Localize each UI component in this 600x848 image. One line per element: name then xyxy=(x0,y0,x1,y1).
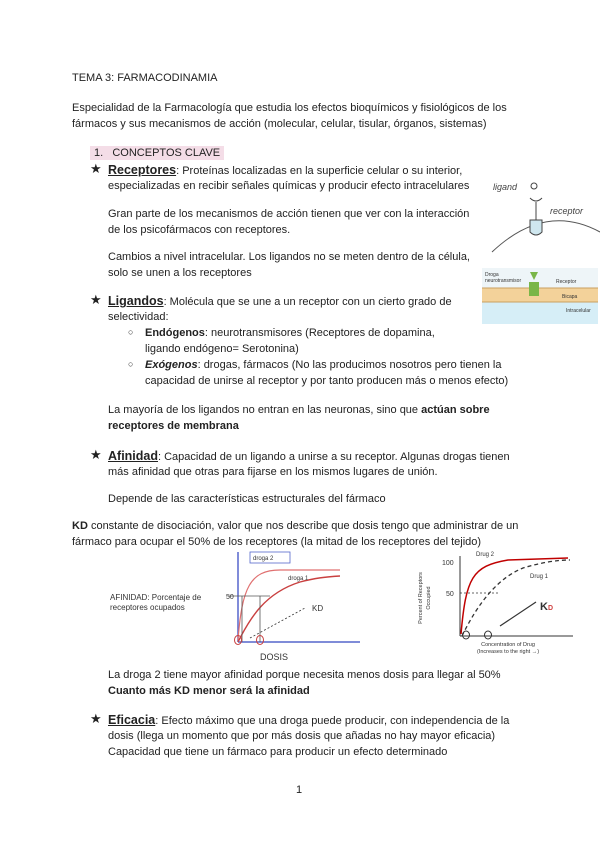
drug2-curve xyxy=(461,558,568,634)
drug1-label: Drug 1 xyxy=(530,574,549,580)
membrane-receptor-icon xyxy=(529,282,539,296)
intro-line-2: fármacos y sus mecanismos de acción (molecular, celular, tisular, órganos, sistemas) xyxy=(72,118,487,130)
endogenos-line-1: Endógenos: neurotransmisores (Receptores de dopamina, xyxy=(145,327,435,339)
exogenos-line-2: capacidad de unirse al receptor y por tanto producen más o menos efecto) xyxy=(145,375,509,387)
kd-line-1: KD constante de disociación, valor que nos describe que dosis tengo que administrar de un xyxy=(72,520,519,532)
receptores-def-2: especializadas en recibir señales químicas y producir efecto intracelulares xyxy=(108,180,470,192)
drug2-label: Drug 2 xyxy=(476,552,495,558)
kd-label: KD xyxy=(312,604,324,613)
star-bullet-icon: ★ xyxy=(90,161,102,176)
afinidad-def-2: más afinidad que otras para fijarse en los mismos lugares de unión. xyxy=(108,466,438,478)
y-axis-label-1: Percent of Receptors xyxy=(418,572,424,624)
section-number: 1. xyxy=(94,147,104,159)
ligandos-note-1: La mayoría de los ligandos no entran en las neuronas, sino que actúan sobre xyxy=(108,404,490,416)
ligandos-term: Ligandos xyxy=(108,294,164,308)
kd1-marker xyxy=(485,631,492,639)
kd-label: KD xyxy=(540,601,554,613)
page-number: 1 xyxy=(296,784,303,796)
eficacia-def-2: dosis (llega un momento que por más dosis que añadas no hay mayor eficacia) xyxy=(108,730,496,742)
droga1-curve xyxy=(238,576,340,642)
afinidad-label-1: AFINIDAD: Porcentaje de xyxy=(110,593,202,602)
droga2-label: droga 2 xyxy=(253,556,274,562)
conclusion-1: La droga 2 tiene mayor afinidad porque necesita menos dosis para llegar al 50% xyxy=(108,669,501,681)
kd2-marker xyxy=(463,631,470,639)
occupancy-chart-right xyxy=(408,548,578,663)
kd-arrow xyxy=(250,608,305,638)
receptor-icon xyxy=(530,220,542,235)
receptores-p1-1: Gran parte de los mecanismos de acción tienen que ver con la interacción xyxy=(108,208,470,220)
x-axis-label-1: Concentration of Drug xyxy=(481,642,535,648)
page-title: TEMA 3: FARMACODINAMIA xyxy=(72,72,218,84)
svg-text:Receptor: Receptor xyxy=(556,279,577,285)
ytick-50: 50 xyxy=(446,591,454,598)
y-axis-label-2: Occupied xyxy=(426,586,432,610)
x-axis-label: DOSIS xyxy=(260,652,289,662)
svg-text:Intracelular: Intracelular xyxy=(566,308,591,314)
afinidad-p: Depende de las características estructurales del fármaco xyxy=(108,493,386,505)
star-bullet-icon: ★ xyxy=(90,292,102,307)
afinidad-label-2: receptores ocupados xyxy=(110,603,185,612)
tick50-label: 50 xyxy=(226,594,234,601)
afinidad-def-1: Afinidad: Capacidad de un ligando a unirse a su receptor. Algunas drogas tienen xyxy=(108,449,510,463)
ytick-100: 100 xyxy=(442,560,454,567)
receptores-p2-2: solo se unen a los receptores xyxy=(108,267,252,279)
kd-arrow xyxy=(500,602,536,626)
eficacia-def-1: Eficacia: Efecto máximo que una droga puede producir, con independencia de la xyxy=(108,713,510,727)
receptores-p2-1: Cambios a nivel intracelular. Los ligandos no se meten dentro de la célula, xyxy=(108,251,470,263)
section-heading xyxy=(90,145,224,161)
star-bullet-icon: ★ xyxy=(90,711,102,726)
eficacia-def-3: Capacidad que tiene un fármaco para producir un efecto determinado xyxy=(108,746,448,758)
circle-bullet-icon: ○ xyxy=(128,327,134,337)
afinidad-term: Afinidad xyxy=(108,449,158,463)
endogenos-line-2: ligando endógeno= Serotonina) xyxy=(145,343,299,355)
receptor-label: receptor xyxy=(550,206,584,216)
star-bullet-icon: ★ xyxy=(90,447,102,462)
receptores-term: Receptores xyxy=(108,163,177,177)
receptor-sketch-figure xyxy=(490,172,600,254)
droga1-label: droga 1 xyxy=(288,576,309,582)
circle-bullet-icon: ○ xyxy=(128,359,134,369)
ligandos-def-2: selectividad: xyxy=(108,311,169,323)
ligandos-note-2: receptores de membrana xyxy=(108,420,239,432)
intro-line-1: Especialidad de la Farmacología que estudia los efectos bioquímicos y fisiológicos de los xyxy=(72,102,507,114)
svg-text:Droga: Droga xyxy=(485,272,499,278)
conclusion-2: Cuanto más KD menor será la afinidad xyxy=(108,685,310,697)
membrane-diagram xyxy=(482,268,598,324)
exogenos-line-1: Exógenos: drogas, fármacos (No las producimos nosotros pero tienen la xyxy=(145,359,502,371)
x-axis-label-2: (Increases to the right →) xyxy=(476,649,540,655)
svg-text:Bicapa: Bicapa xyxy=(562,294,578,300)
section-label: CONCEPTOS CLAVE xyxy=(112,147,221,159)
ligandos-def-1: Ligandos: Molécula que se une a un receptor con un cierto grado de xyxy=(108,294,452,308)
eficacia-term: Eficacia xyxy=(108,713,156,727)
receptores-def-1: Receptores: Proteínas localizadas en la superficie celular o su interior, xyxy=(108,163,463,177)
ligand-label: ligand xyxy=(493,182,518,192)
affinity-chart-left xyxy=(110,548,360,663)
svg-text:neurotransmisor: neurotransmisor xyxy=(485,278,522,284)
receptores-p1-2: de los psicofármacos con receptores. xyxy=(108,224,291,236)
kd-line-2: fármaco para ocupar el 50% de los receptores (la mitad de los receptores del tejido) xyxy=(72,536,482,548)
